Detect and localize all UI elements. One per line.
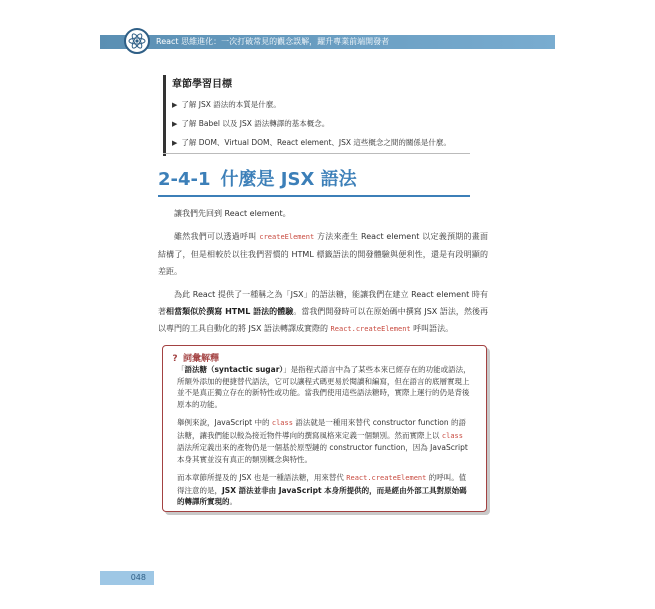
bold-text: JSX 語法並非由 JavaScript 本身所提供的，而是經由外部工具對原始碼的轉譯所實現的	[177, 485, 467, 506]
bold-text: 語法糖（syntactic sugar）	[184, 365, 284, 374]
section-heading	[158, 165, 470, 197]
note-title: ? 詞彙解釋	[170, 351, 219, 364]
note-paragraph-1: 「語法糖（syntactic sugar）」是指程式語言中為了某些本來已經存在的功能或語法，所額外添加的便捷替代語法，它可以讓程式碼更易於閱讀和編寫，但在語言的底層實現上並不是真正獨立存在的新特性或功能。當我們使用這些語法糖時，實際上運行的仍是背後原本的功能。	[177, 365, 471, 409]
inline-code: class	[271, 419, 293, 427]
section-number: 2-4-1	[158, 169, 211, 190]
goal-item: ▶ 了解 DOM、Virtual DOM、React element、JSX 這些概念之間的關係是什麼。	[172, 138, 451, 147]
paragraph-2: 雖然我們可以透過呼叫 createElement 方法來產生 React element 以定義預期的畫面結構了，但是相較於以往我們習慣的 HTML 標籤語法的開發體驗與便利性，還是有段明顯的差距。	[158, 232, 489, 276]
bullet-icon: ▶	[172, 101, 178, 109]
running-header	[100, 35, 555, 49]
note-paragraph-2: 舉例來說，JavaScript 中的 class 語法就是一種用來替代 constructor function 的語法糖，讓我們能以較為接近物件導向的撰寫風格來定義一個類別。然而實際上以 class 語法所定義出來的產物仍是一個基於原型鏈的 constructor function，因為 JavaScript 本身其實並沒有真正的類別概念與特性。	[177, 418, 468, 464]
section-title: 什麼是 JSX 語法	[220, 169, 357, 190]
paragraph-3: 為此 React 提供了一種稱之為「JSX」的語法糖，能讓我們在建立 React element 時有著相當類似於撰寫 HTML 語法的體驗。當我們開發時可以在原始碼中撰寫 JSX 語法，然後再以專門的工具自動化的將 JSX 語法轉譯成實際的 React.createElement 呼叫語法。	[158, 290, 489, 333]
note-paragraph-3: 而本章節所提及的 JSX 也是一種語法糖，用來替代 React.createElement 的呼叫。值得注意的是，JSX 語法並非由 JavaScript 本身所提供的，而是經由外部工具對原始碼的轉譯所實現的。	[177, 473, 467, 506]
atom-logo-icon	[124, 28, 150, 54]
note-body	[177, 364, 472, 508]
section-underline	[158, 195, 470, 197]
inline-code: React.createElement	[330, 325, 411, 333]
goal-item: ▶ 了解 JSX 語法的本質是什麼。	[172, 100, 281, 109]
bullet-icon: ▶	[172, 120, 178, 128]
question-icon: ?	[172, 354, 178, 364]
inline-code: createElement	[259, 233, 315, 241]
bullet-icon: ▶	[172, 139, 178, 147]
goals-divider	[163, 153, 470, 154]
body-text	[158, 205, 488, 338]
glossary-note-box	[162, 345, 487, 512]
learning-goals-title: 章節學習目標	[172, 79, 232, 90]
inline-code: class	[441, 431, 463, 440]
learning-goals	[163, 75, 470, 156]
book-title: React 思維進化：一次打破常見的觀念誤解，躍升專業前端開發者	[156, 37, 390, 46]
goal-item: ▶ 了解 Babel 以及 JSX 語法轉譯的基本概念。	[172, 119, 330, 128]
bold-text: 相當類似於撰寫 HTML 語法的體驗	[166, 307, 294, 316]
page-number: 048	[100, 571, 154, 585]
paragraph-1: 讓我們先回到 React element。	[174, 209, 291, 218]
inline-code: React.createElement	[346, 474, 427, 482]
